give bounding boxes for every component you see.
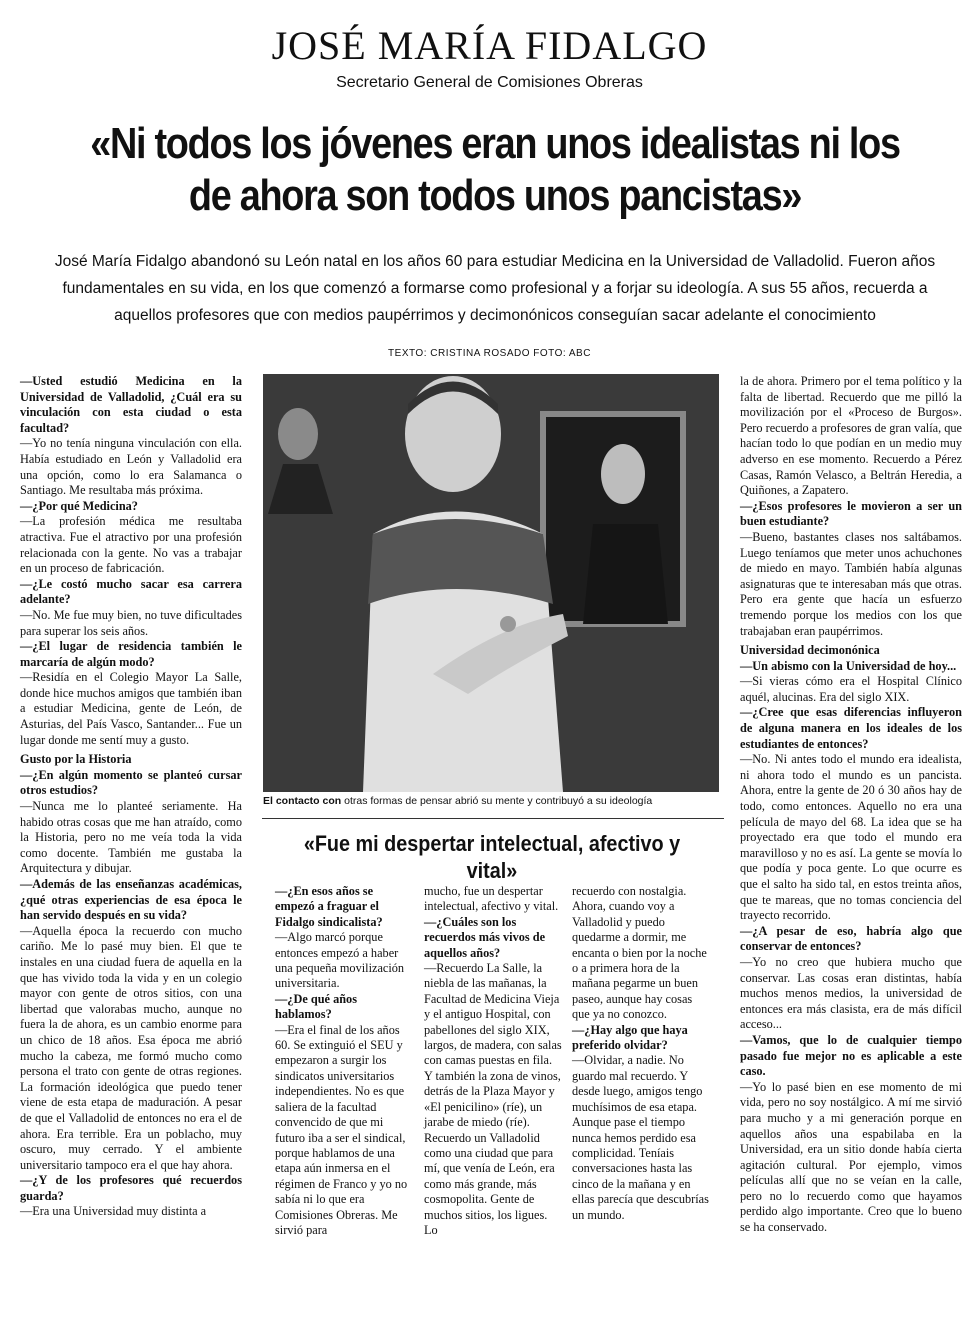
section-heading: Universidad decimonónica — [740, 643, 880, 658]
answer: la de ahora. Primero por el tema político y la falta de libertad. Recuerdo que me pilló la movilización por el «Proceso de Burgos». Pero recuerdo a profesores de gran valía, que hacían todo lo que podían en un medio muy adverso en ese momento. Recuerdo a Pérez Casas, Ramón Velasco, a Beltrán Heredia, a Quiñones, a Zapatero. — [740, 374, 962, 498]
answer: —Aquella época la recuerdo con mucho cariño. Me lo pasé muy bien. El que te instales en una ciudad fuera de aquella en la que has vivido toda la vida y en un colegio mayor con gente de otros sitios, con una libertad que valorabas mucho, aunque no fuera la de ahora, es un cambio enorme para un chico de 18 años. Esa época me abrió mucho la cabeza, me formó mucho como persona el trato con gente de otras regiones. La formación ideológica que puedo tener viene de esta etapa de maduración. A pesar de que el Valladolid de entonces no era el de ahora. Era terrible. Era un poblacho, muy oscuro, muy cerrado. Y el ambiente universitario tampoco era el que hay ahora. — [20, 923, 242, 1172]
question: —Un abismo con la Universidad de hoy... — [740, 658, 957, 673]
caption-lead: El contacto con — [263, 795, 342, 807]
question: —¿El lugar de residencia también le marcaría de algún modo? — [20, 639, 242, 669]
question: —¿En esos años se empezó a fraguar el Fidalgo sindicalista? — [275, 884, 383, 929]
answer: —Nunca me lo planteé seriamente. Ha habido otras cosas que me han atraído, como la Historia, pero no me veía toda la vida como docente. También me gustaba la Arquitectura y dibujar. — [20, 799, 242, 876]
answer: —Era una Universidad muy distinta a — [20, 1204, 207, 1219]
column-middle-3 — [572, 884, 710, 1223]
question: —¿Cree que esas diferencias influyeron de alguna manera en los ideales de los estudiantes de entonces? — [740, 705, 962, 751]
question: —¿Por qué Medicina? — [20, 498, 138, 513]
answer: —Si vieras cómo era el Hospital Clínico aquél, alucinas. Era del siglo XIX. — [740, 674, 962, 704]
answer: —No. Me fue muy bien, no tuve dificultades para superar los seis años. — [20, 607, 242, 638]
column-left — [20, 374, 242, 1220]
answer: recuerdo con nostalgia. Ahora, cuando voy a Valladolid y puedo quedarme a dormir, me encanta o bien por la noche o a primera hora de la mañana pegarme un buen paseo, aunque hay cosas que ya no conozco. — [572, 884, 707, 1022]
interviewee-role: Secretario General de Comisiones Obreras — [336, 74, 643, 91]
intro-paragraph: José María Fidalgo abandonó su León natal en los años 60 para estudiar Medicina en la Universidad de Valladolid. Fueron años fundamentales en su vida, en los que comenzó a formarse como profesional y a forjar su ideología. A sus 55 años, recuerda a aquellos profesores que con medios paupérrimos y decimonónicos conseguían sacar adelante el conocimiento — [54, 253, 936, 324]
photo-illustration — [263, 374, 719, 792]
question: —Usted estudió Medicina en la Universidad de Valladolid, ¿Cuál era su vinculación con esta ciudad o esta facultad? — [20, 374, 242, 435]
answer: —Recuerdo La Salle, la niebla de las mañanas, la Facultad de Medicina Vieja y el antiguo Hospital, con pabellones del siglo XIX, largos, de madera, con salas con camas puestas en fila. Y también la zona de vinos, detrás de la Plaza Mayor y «El penicilino» (ríe), un jarabe de miedo (ríe). Recuerdo un Valladolid como una ciudad que para mí, que venía de León, era como más grande, más cosmopolita. Gente de muchos sitios, los ligues. Lo — [424, 961, 562, 1237]
question: —¿De qué años hablamos? — [275, 991, 357, 1022]
caption-text: otras formas de pensar abrió su mente y contribuyó a su ideología — [341, 795, 653, 807]
answer: —No. Ni antes todo el mundo era idealista, ni ahora todo el mundo es un pancista. Ahora, entre la gente de 20 ó 30 años hay de todo, como entonces. Aquello no era una película de mayo del 68. La idea que se ha proyectado era que todo el mundo era maravilloso y no es así. La gente se movía lo que podía y poca gente. Lo que ocurre es que el salto ha sido tal, en estos treinta años, que te mareas, que no tomas conciencia del trayecto recorrido. — [740, 752, 962, 923]
answer: —Olvidar, a nadie. No guardo mal recuerdo. Y desde luego, amigos tengo muchísimos de esa etapa. Aunque pase el tiempo nunca hemos perdido esa complicidad. Teníais conversaciones hasta las cinco de la mañana y en ellas parecía que descubrías un mundo. — [572, 1053, 709, 1222]
question: —¿Esos profesores le movieron a ser un buen estudiante? — [740, 498, 962, 529]
byline-credit: TEXTO: CRISTINA ROSADO FOTO: ABC — [388, 348, 591, 359]
interviewee-name: JOSÉ MARÍA FIDALGO — [271, 23, 708, 68]
question: —¿Le costó mucho sacar esa carrera adelante? — [20, 576, 242, 607]
question: —Vamos, que lo de cualquier tiempo pasado fue mejor no es aplicable a este caso. — [740, 1032, 962, 1079]
question: —¿Cuáles son los recuerdos más vivos de aquellos años? — [424, 914, 546, 960]
answer: —Residía en el Colegio Mayor La Salle, donde hice muchos amigos que también iban a estudiar Medicina, gente de León, de Asturias, del País Vasco, Santander... Fue un lugar donde me sentí muy a gusto. — [20, 670, 242, 747]
question: —¿En algún momento se planteó cursar otros estudios? — [20, 767, 242, 798]
headline: «Ni todos los jóvenes eran unos idealistas ni los de ahora son todos unos pancistas» — [90, 119, 900, 220]
column-right — [740, 374, 962, 1236]
question: —¿Y de los profesores qué recuerdos guarda? — [20, 1173, 242, 1203]
question: —Además de las enseñanzas académicas, ¿qué otras experiencias de esa época le han servido después en su vida? — [20, 877, 242, 923]
pull-quote: «Fue mi despertar intelectual, afectivo y vital» — [303, 831, 681, 883]
answer: —Yo no creo que hubiera mucho que conservar. Las cosas eran distintas, había muchos menos medios, la universidad de entonces era más clasista, era de más difícil acceso... — [740, 954, 962, 1032]
column-middle-2 — [424, 884, 562, 1238]
question: —¿Hay algo que haya preferido olvidar? — [572, 1022, 688, 1053]
answer: —La profesión médica me resultaba atractiva. Fue el atractivo por una profesión relacionada con la gente. No vas a trabajar en un proceso de fabricación. — [20, 514, 242, 576]
photo-caption — [263, 795, 733, 807]
answer: —Algo marcó porque entonces empezó a haber una pequeña movilización universitaria. — [275, 930, 405, 991]
answer: —Yo no tenía ninguna vinculación con ella. Había estudiado en León y Valladolid era una opción, como lo era Salamanca o Santiago. Me resultaba más próxima. — [20, 436, 242, 498]
photo-fidalgo — [263, 374, 719, 792]
answer: —Yo lo pasé bien en ese momento de mi vida, pero no soy nostálgico. A mí me sirvió para mucho y a mi generación porque en aquellos años una espabilaba en la Universidad, era un sitio donde había cierta agitación cultural. Por ejemplo, vimos películas allí que no se veían en la calle, pero no lo recuerdo como que hayamos perdido algo importante. Creo que lo bueno se ha conservado. — [740, 1079, 962, 1235]
question: —¿A pesar de eso, habría algo que conservar de entonces? — [740, 923, 962, 954]
answer: —Era el final de los años 60. Se extinguió el SEU y empezaron a surgir los sindicatos universitarios independientes. No es que saliera de la facultad convencido de que mi futuro iba a ser el sindical, porque hablamos de una etapa aún inmersa en el régimen de Franco y yo no sabía ni lo que era Comisiones Obreras. Me sirvió para — [275, 1022, 408, 1237]
column-middle-1 — [275, 884, 413, 1238]
section-heading: Gusto por la Historia — [20, 752, 132, 767]
answer: —Bueno, bastantes clases nos saltábamos. Luego teníamos que meter unos achuchones de miedo en mayo. También había algunas asignaturas que te interesaban más que otras. Pero era gente que hacía un esfuerzo tremendo porque los medios con los que trabajaban eran paupérrimos. — [740, 529, 962, 638]
divider — [262, 818, 724, 819]
answer: mucho, fue un despertar intelectual, afectivo y vital. — [424, 884, 559, 914]
